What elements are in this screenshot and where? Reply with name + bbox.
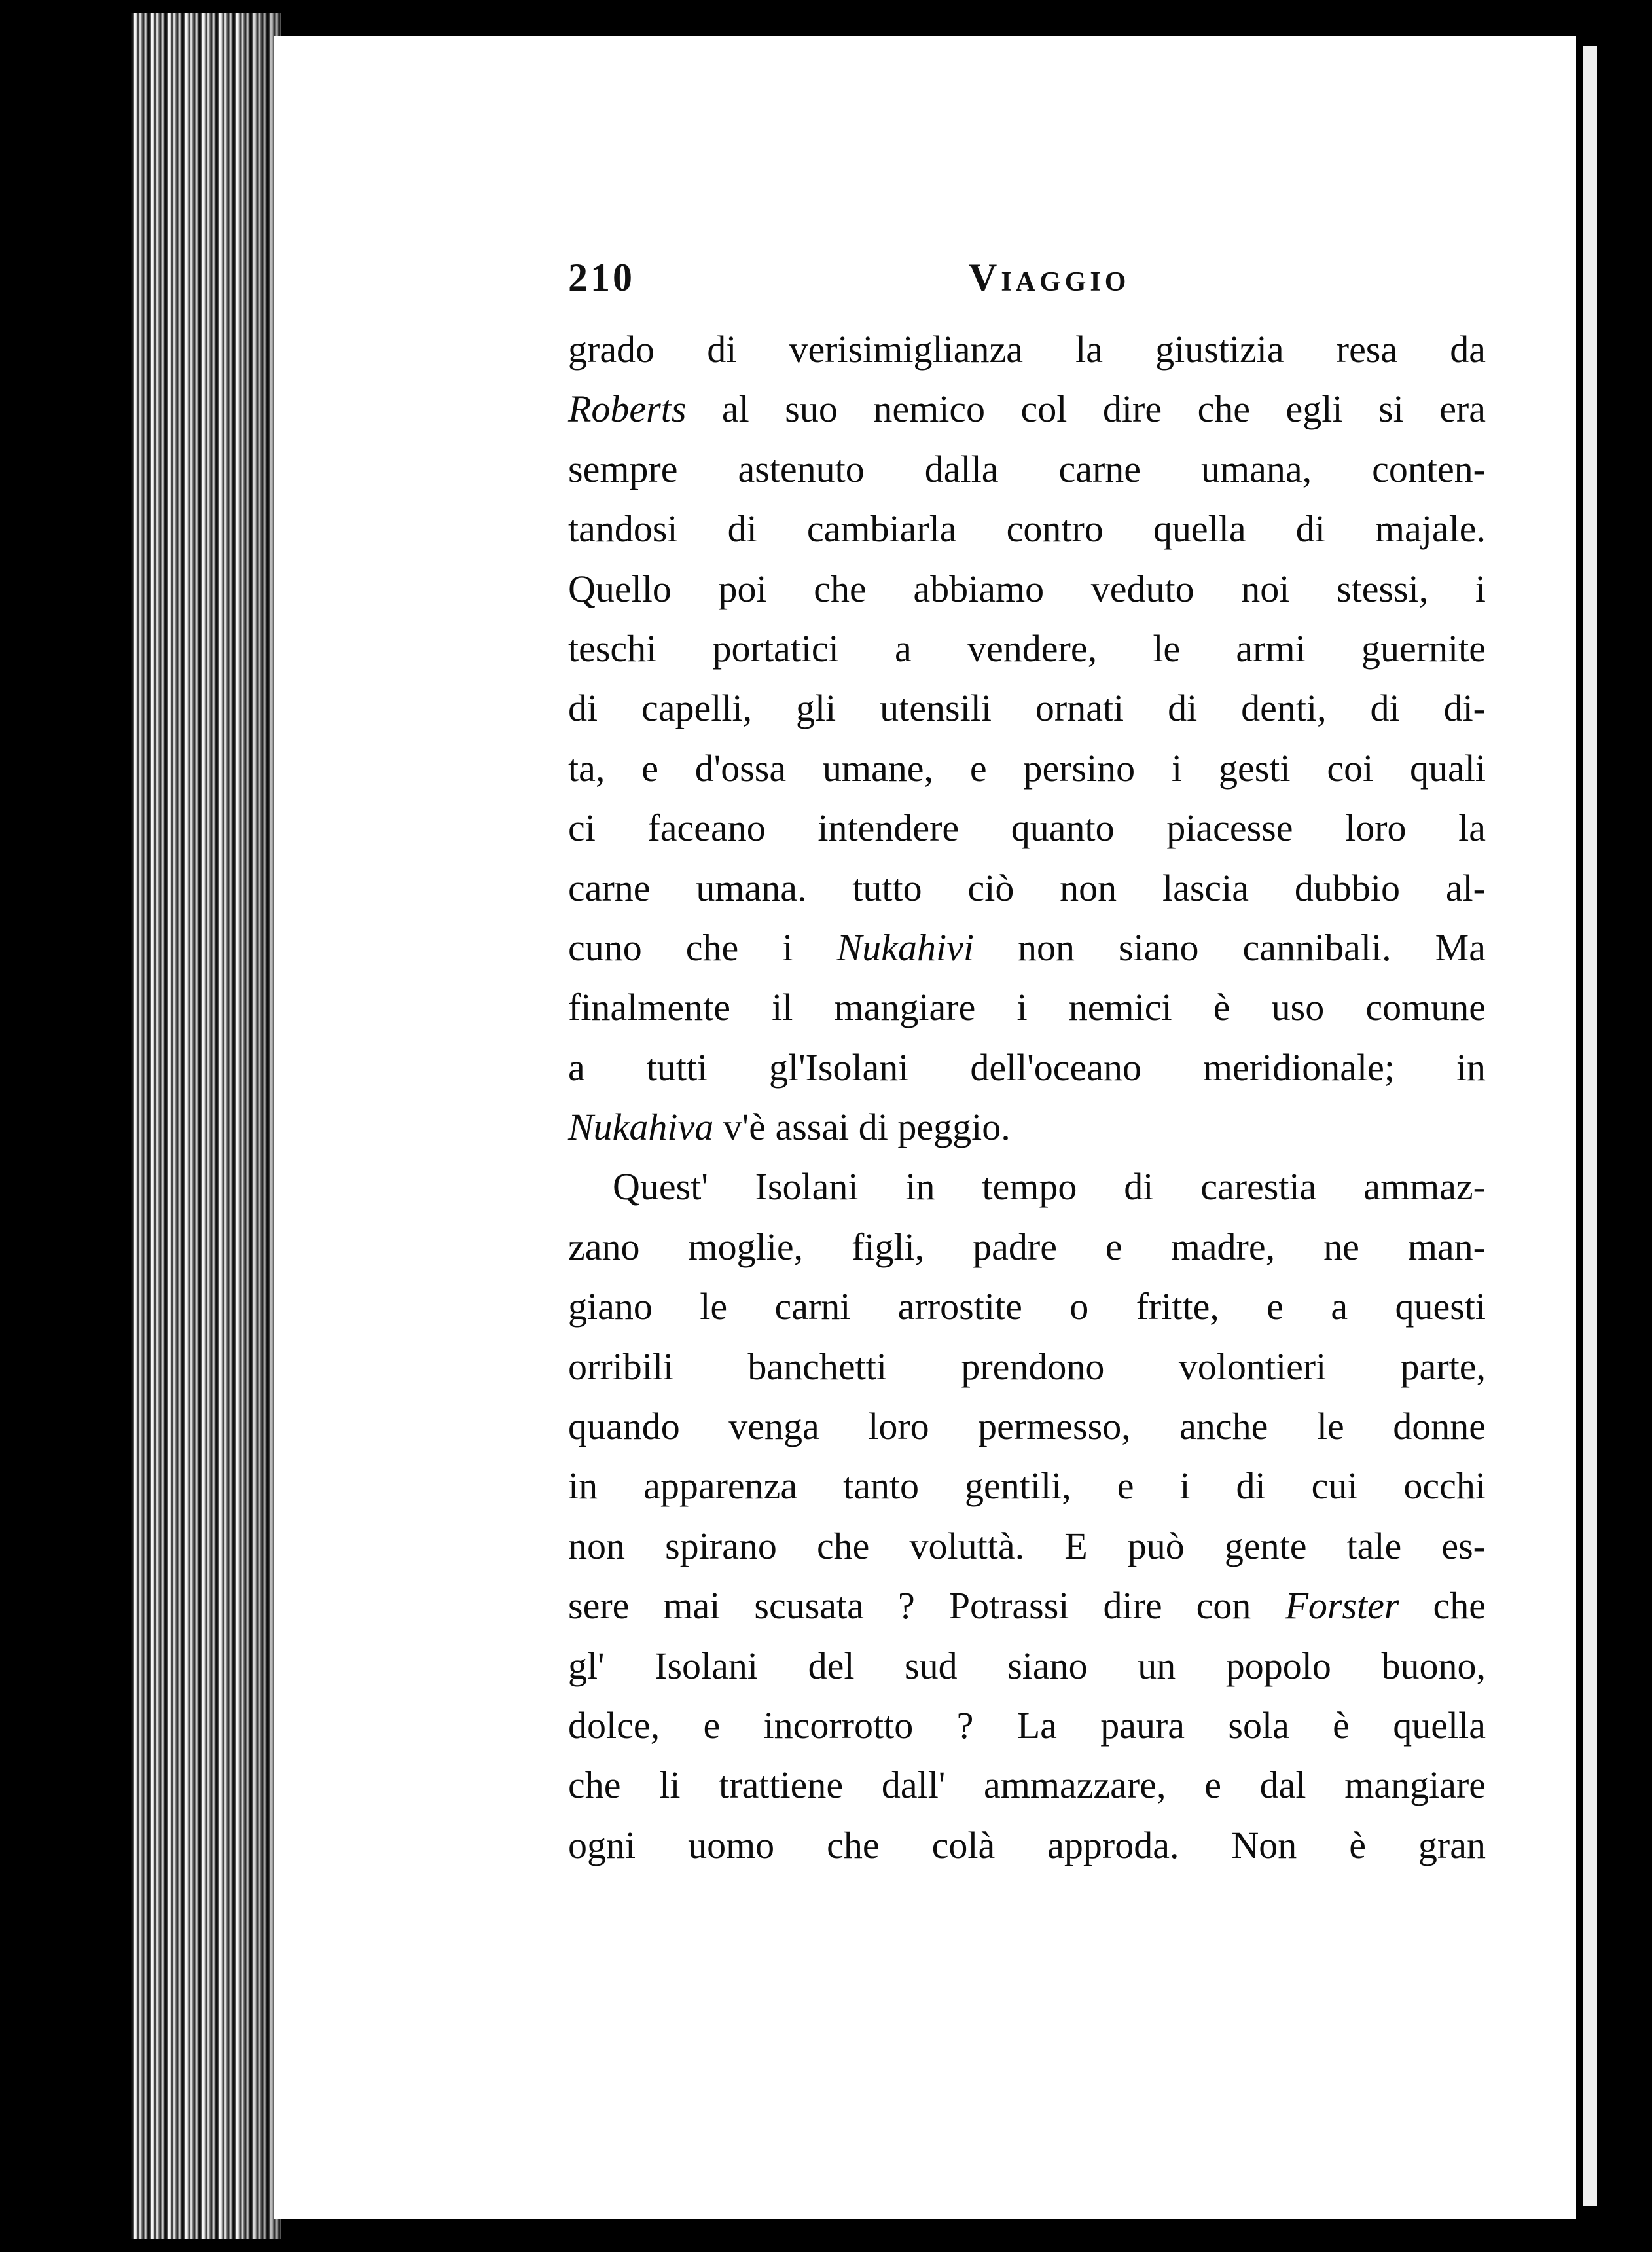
page-number: 210 (568, 256, 635, 299)
text-line: di capelli, gli utensili ornati di denti, di di- (568, 687, 1486, 730)
text-line: cuno che i Nukahivi non siano cannibali. Ma (568, 926, 1486, 969)
running-head: Viaggio (969, 256, 1130, 299)
text-line: Roberts al suo nemico col dire che egli si era (568, 388, 1486, 431)
text-line: in apparenza tanto gentili, e i di cui occhi (568, 1464, 1486, 1508)
page-right-edge (1579, 46, 1597, 2206)
text-line: teschi portatici a vendere, le armi guernite (568, 627, 1486, 670)
text-line: ci faceano intendere quanto piacesse loro la (568, 807, 1486, 850)
text-line: ta, e d'ossa umane, e persino i gesti coi quali (568, 746, 1486, 790)
text-line: giano le carni arrostite o fritte, e a questi (568, 1285, 1486, 1328)
text-line: ogni uomo che colà approda. Non è gran (568, 1823, 1486, 1866)
text-line: orribili banchetti prendono volontieri parte, (568, 1345, 1486, 1388)
text-line: grado di verisimiglianza la giustizia resa da (568, 328, 1486, 371)
body-text (568, 319, 1486, 1875)
text-line-paragraph-start: Quest' Isolani in tempo di carestia ammaz- (613, 1165, 1486, 1208)
text-line: quando venga loro permesso, anche le donne (568, 1405, 1486, 1448)
text-line: carne umana. tutto ciò non lascia dubbio al- (568, 866, 1486, 909)
text-line: finalmente il mangiare i nemici è uso comune (568, 986, 1486, 1029)
page-header (568, 255, 1486, 314)
text-line: sere mai scusata ? Potrassi dire con Forster che (568, 1584, 1486, 1627)
text-line: non spirano che voluttà. E può gente tale es- (568, 1524, 1486, 1567)
text-line-paragraph-end: Nukahiva v'è assai di peggio. (568, 1106, 1011, 1149)
text-line: tandosi di cambiarla contro quella di majale. (568, 507, 1486, 551)
text-line: zano moglie, figli, padre e madre, ne man- (568, 1225, 1486, 1268)
text-line: Quello poi che abbiamo veduto noi stessi, i (568, 567, 1486, 610)
text-line: dolce, e incorrotto ? La paura sola è quella (568, 1703, 1486, 1747)
text-line: a tutti gl'Isolani dell'oceano meridionale; in (568, 1045, 1486, 1089)
text-line: che li trattiene dall' ammazzare, e dal mangiare (568, 1764, 1486, 1807)
text-line: gl' Isolani del sud siano un popolo buono, (568, 1644, 1486, 1687)
text-line: sempre astenuto dalla carne umana, conten- (568, 447, 1486, 490)
